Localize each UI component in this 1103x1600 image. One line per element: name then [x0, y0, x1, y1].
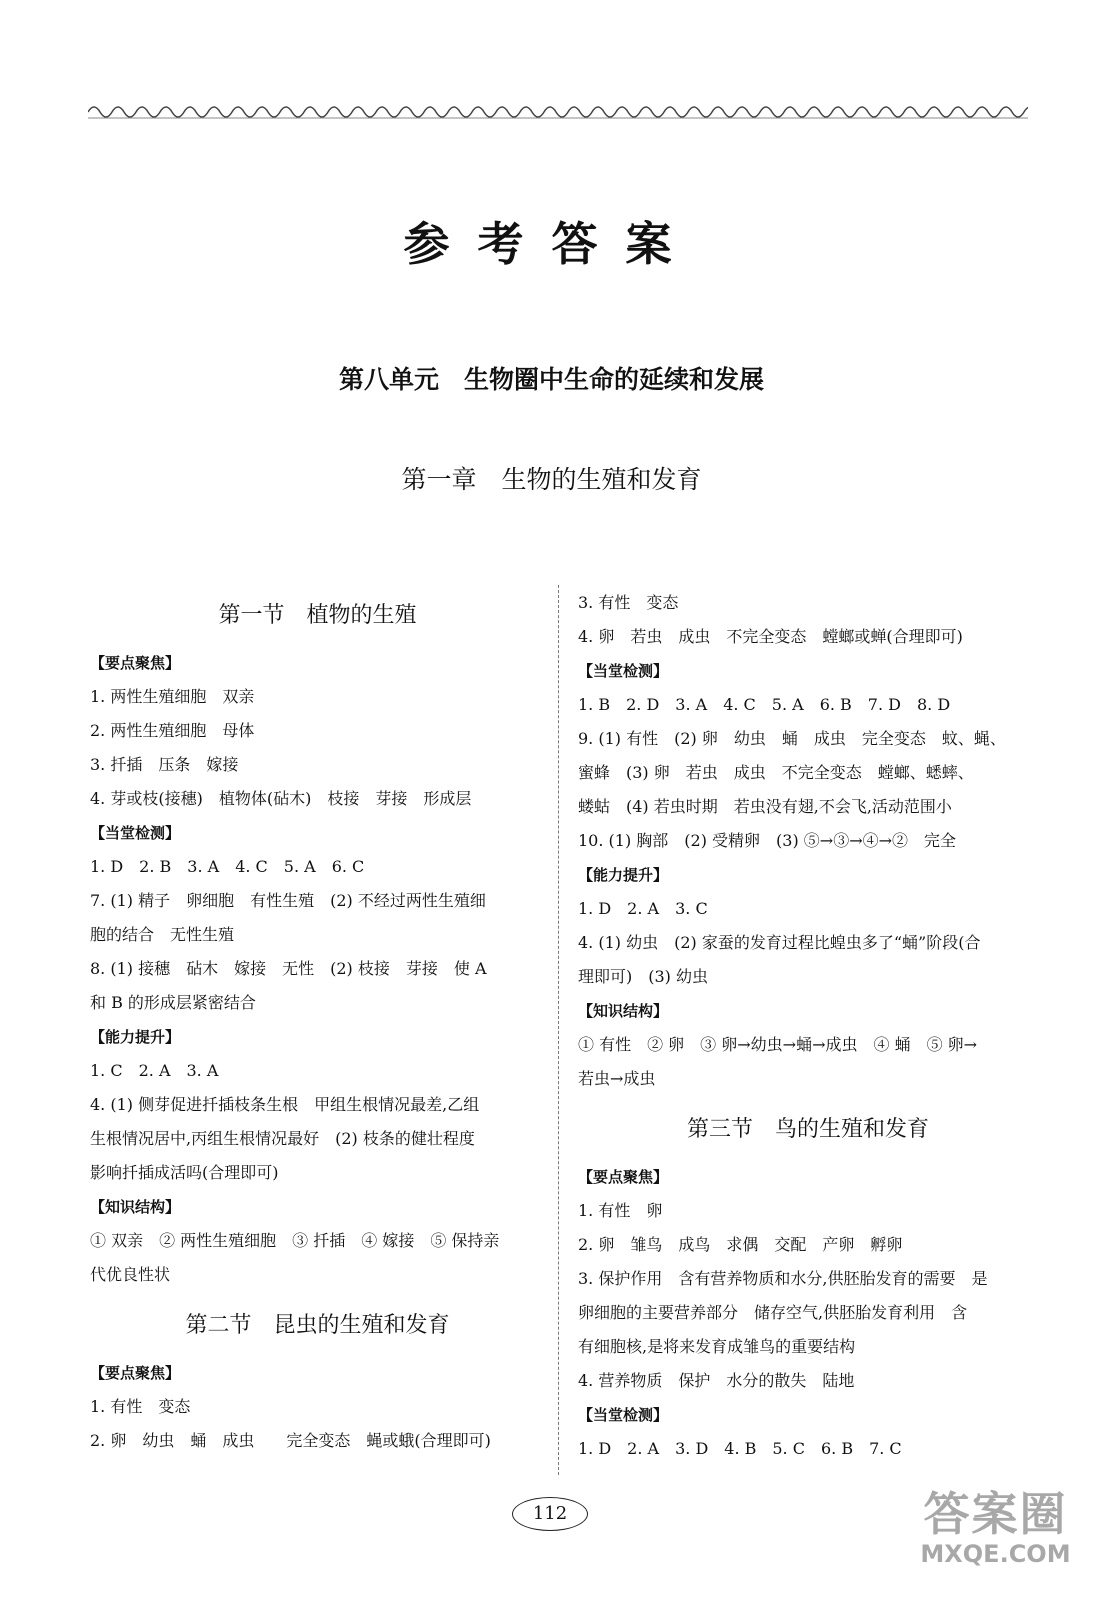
- section-tag: 【能力提升】: [90, 1028, 181, 1046]
- section-tag: 【要点聚焦】: [578, 1168, 669, 1186]
- answer-line: 代优良性状: [90, 1265, 171, 1284]
- answer-line: ① 有性 ② 卵 ③ 卵→幼虫→蛹→成虫 ④ 蛹 ⑤ 卵→: [578, 1035, 978, 1054]
- answer-line: 有细胞核,是将来发育成雏鸟的重要结构: [578, 1337, 856, 1356]
- section-tag: 【要点聚焦】: [90, 654, 181, 672]
- answer-line: 8. (1) 接穗 砧木 嫁接 无性 (2) 枝接 芽接 使 A: [90, 959, 487, 978]
- watermark-logo: [908, 1488, 1083, 1568]
- section-tag: 【要点聚焦】: [90, 1364, 181, 1382]
- answer-line: 1. 有性 变态: [90, 1397, 191, 1416]
- decorative-wave-border: [88, 100, 1028, 120]
- answer-line: 1. D 2. A 3. C: [578, 899, 708, 918]
- section-tag: 【知识结构】: [578, 1002, 669, 1020]
- answer-line: 1. 有性 卵: [578, 1201, 663, 1220]
- answer-line: 和 B 的形成层紧密结合: [90, 993, 256, 1012]
- section-tag: 【当堂检测】: [578, 1406, 669, 1424]
- column-divider: [558, 585, 559, 1475]
- answer-line: 生根情况居中,丙组生根情况最好 (2) 枝条的健壮程度: [90, 1129, 475, 1148]
- right-column: [578, 586, 1038, 1466]
- answer-line: 理即可) (3) 幼虫: [578, 967, 708, 986]
- watermark-mark: 答案圈: [923, 1487, 1068, 1541]
- answer-line: 4. 营养物质 保护 水分的散失 陆地: [578, 1371, 855, 1390]
- answer-line: 2. 卵 幼虫 蛹 成虫 完全变态 蝇或蛾(合理即可): [90, 1431, 491, 1450]
- answer-line: 4. (1) 侧芽促进扦插枝条生根 甲组生根情况最差,乙组: [90, 1095, 480, 1114]
- section-title: 第二节 昆虫的生殖和发育: [185, 1313, 450, 1338]
- answer-line: 10. (1) 胸部 (2) 受精卵 (3) ⑤→③→④→② 完全: [578, 831, 957, 850]
- answer-line: 卵细胞的主要营养部分 储存空气,供胚胎发育利用 含: [578, 1303, 968, 1322]
- answer-line: 2. 卵 雏鸟 成鸟 求偶 交配 产卵 孵卵: [578, 1235, 903, 1254]
- page-title: 参考答案: [403, 217, 700, 271]
- answer-line: ① 双亲 ② 两性生殖细胞 ③ 扦插 ④ 嫁接 ⑤ 保持亲: [90, 1231, 500, 1250]
- watermark-site: MXQE.COM: [920, 1540, 1071, 1568]
- section-title: 第三节 鸟的生殖和发育: [686, 1117, 929, 1142]
- answer-line: 1. D 2. B 3. A 4. C 5. A 6. C: [90, 857, 365, 876]
- answer-line: 蝼蛄 (4) 若虫时期 若虫没有翅,不会飞,活动范围小: [578, 797, 952, 816]
- answer-line: 4. 卵 若虫 成虫 不完全变态 螳螂或蝉(合理即可): [578, 627, 963, 646]
- answer-line: 1. B 2. D 3. A 4. C 5. A 6. B 7. D 8. D: [578, 695, 951, 714]
- chapter-title: 第一章 生物的生殖和发育: [401, 465, 702, 494]
- answer-line: 4. (1) 幼虫 (2) 家蚕的发育过程比蝗虫多了“蛹”阶段(合: [578, 933, 981, 952]
- answer-line: 3. 扦插 压条 嫁接: [90, 755, 239, 774]
- answer-line: 7. (1) 精子 卵细胞 有性生殖 (2) 不经过两性生殖细: [90, 891, 486, 910]
- answer-line: 影响扦插成活吗(合理即可): [90, 1163, 279, 1182]
- answer-line: 胞的结合 无性生殖: [90, 925, 235, 944]
- left-column: [90, 582, 545, 1458]
- section-tag: 【知识结构】: [90, 1198, 181, 1216]
- answer-line: 3. 保护作用 含有营养物质和水分,供胚胎发育的需要 是: [578, 1269, 988, 1288]
- answer-line: 1. C 2. A 3. A: [90, 1061, 219, 1080]
- section-title: 第一节 植物的生殖: [218, 603, 417, 628]
- page-number: 112: [512, 1497, 588, 1531]
- section-tag: 【能力提升】: [578, 866, 669, 884]
- unit-title: 第八单元 生物圈中生命的延续和发展: [338, 365, 764, 394]
- answer-line: 9. (1) 有性 (2) 卵 幼虫 蛹 成虫 完全变态 蚊、蝇、: [578, 729, 1006, 748]
- answer-line: 2. 两性生殖细胞 母体: [90, 721, 255, 740]
- answer-line: 蜜蜂 (3) 卵 若虫 成虫 不完全变态 螳螂、蟋蟀、: [578, 763, 974, 782]
- answer-line: 4. 芽或枝(接穗) 植物体(砧木) 枝接 芽接 形成层: [90, 789, 472, 808]
- section-tag: 【当堂检测】: [90, 824, 181, 842]
- section-tag: 【当堂检测】: [578, 662, 669, 680]
- answer-line: 若虫→成虫: [578, 1069, 656, 1088]
- answer-line: 1. D 2. A 3. D 4. B 5. C 6. B 7. C: [578, 1439, 902, 1458]
- answer-line: 3. 有性 变态: [578, 593, 679, 612]
- answer-line: 1. 两性生殖细胞 双亲: [90, 687, 255, 706]
